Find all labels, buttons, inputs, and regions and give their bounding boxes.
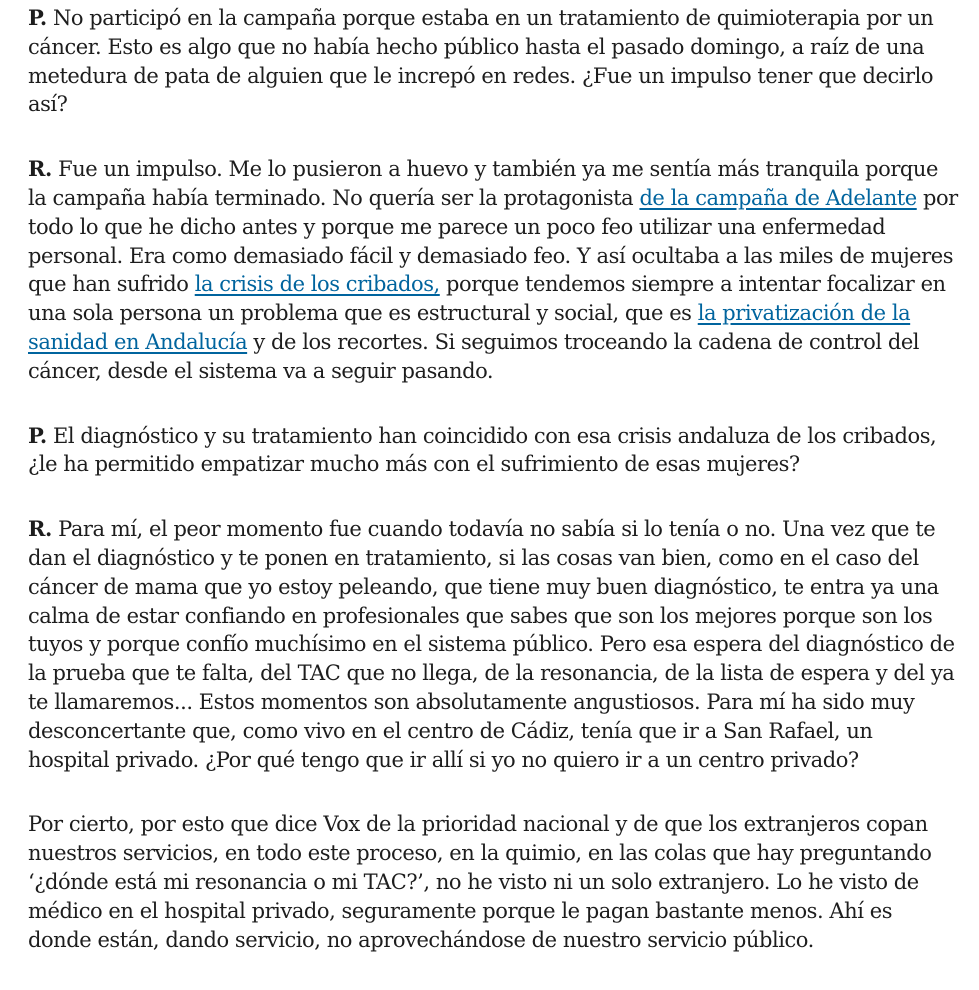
paragraph-text: porque tendemos siempre a intentar focalizar en una sola persona un problema que es estructural y social, que es bbox=[28, 272, 946, 326]
paragraph-text: No participó en la campaña porque estaba en un tratamiento de quimioterapia por un cáncer. Esto es algo que no había hecho público hasta el pasado domingo, a raíz de una metedura de pata de alguien que le increpó en redes. ¿Fue un impulso tener que decirlo así? bbox=[28, 6, 934, 117]
interview-paragraph bbox=[28, 810, 958, 954]
interview-paragraph bbox=[28, 155, 958, 385]
link-campana-adelante[interactable]: de la campaña de Adelante bbox=[639, 185, 917, 210]
speaker-label-answer: R. bbox=[28, 516, 52, 542]
speaker-label-question: P. bbox=[28, 422, 47, 448]
paragraph-text: Fue un impulso. Me lo pusieron a huevo y también ya me sentía más tranquila porque la campaña había terminado. No quería ser la protagonista bbox=[28, 157, 938, 210]
link-privatizacion-sanidad[interactable]: la privatización de la sanidad en Andalucía bbox=[28, 301, 911, 354]
link-crisis-cribados[interactable]: la crisis de los cribados, bbox=[194, 272, 440, 297]
paragraph-text: Por cierto, por esto que dice Vox de la prioridad nacional y de que los extranjeros copan nuestros servicios, en todo este proceso, en la quimio, en las colas que hay preguntando ‘¿dónde está mi resonancia o mi TAC?’, no he visto ni un solo extranjero. Lo he visto de médico en el hospital privado, seguramente porque le pagan bastante menos. Ahí es donde están, dando servicio, no aprovechándose de nuestro servicio público. bbox=[28, 812, 932, 952]
article-body bbox=[28, 4, 958, 990]
speaker-label-question: P. bbox=[28, 5, 47, 30]
speaker-label-answer: R. bbox=[28, 156, 52, 182]
interview-paragraph bbox=[28, 515, 958, 774]
paragraph-text: Para mí, el peor momento fue cuando todavía no sabía si lo tenía o no. Una vez que te dan el diagnóstico y te ponen en tratamiento, si las cosas van bien, como en el caso del cáncer de mama que yo estoy peleando, que tiene muy buen diagnóstico, te entra ya una calma de estar confiando en profesionales que sabes que son los mejores porque son los tuyos y porque confío muchísimo en el sistema público. Pero esa espera del diagnóstico de la prueba que te falta, del TAC que no llega, de la resonancia, de la lista de espera y del ya te llamaremos... Estos momentos son absolutamente angustiosos. Para mí ha sido muy desconcertante que, como vivo en el centro de Cádiz, tenía que ir a San Rafael, un hospital privado. ¿Por qué tengo que ir allí si yo no quiero ir a un centro privado? bbox=[28, 517, 955, 772]
paragraph-text: por todo lo que he dicho antes y porque me parece un poco feo utilizar una enfermedad personal. Era como demasiado fácil y demasiado feo. Y así ocultaba a las miles de mujeres que han sufrido bbox=[28, 185, 958, 297]
interview-paragraph bbox=[28, 422, 958, 480]
paragraph-text: El diagnóstico y su tratamiento han coincidido con esa crisis andaluza de los cribados, ¿le ha permitido empatizar mucho más con el sufrimiento de esas mujeres? bbox=[28, 423, 937, 477]
paragraph-text: y de los recortes. Si seguimos troceando la cadena de control del cáncer, desde el sistema va a seguir pasando. bbox=[28, 329, 920, 383]
interview-paragraph bbox=[28, 4, 958, 119]
